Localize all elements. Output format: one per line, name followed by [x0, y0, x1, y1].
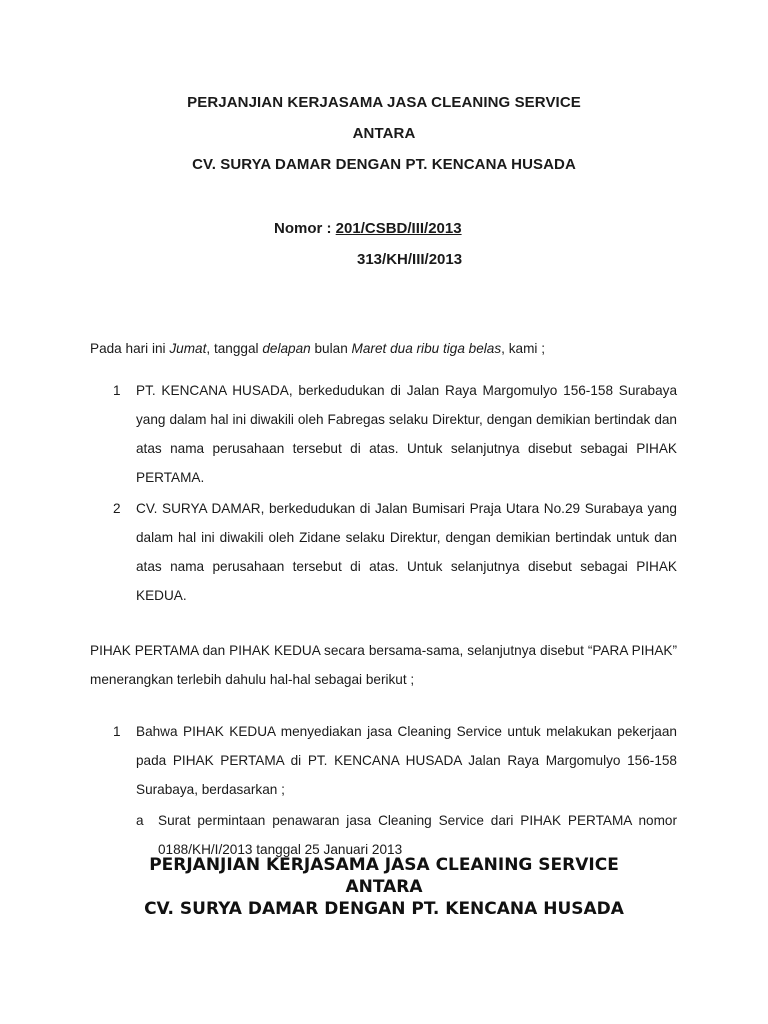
list-number: 2	[113, 501, 121, 516]
list-number: 1	[113, 724, 121, 739]
overlay-title: PERJANJIAN KERJASAMA JASA CLEANING SERVICE	[149, 855, 619, 875]
overlay-title-antara: ANTARA	[345, 877, 423, 897]
nomor-value-2: 313/KH/III/2013	[357, 251, 463, 268]
day-name: Jumat	[169, 341, 207, 356]
list-item-point-1	[90, 717, 677, 805]
list-item-party-2	[90, 494, 677, 610]
overlay-parties-title: CV. SURYA DAMAR DENGAN PT. KENCANA HUSADA	[144, 899, 624, 919]
nomor-line	[274, 220, 462, 237]
nomor-value-1: 201/CSBD/III/2013	[335, 220, 462, 237]
list-item-party-1	[90, 376, 677, 492]
month-year: Maret dua ribu tiga belas	[351, 341, 502, 356]
document-title-antara: ANTARA	[352, 125, 416, 142]
party-2-text: CV. SURYA DAMAR, berkedudukan di Jalan Bumisari Praja Utara No.29 Surabaya yang dalam hal ini diwakili oleh Zidane selaku Direktur, dengan demikian bertindak untuk dan atas nama perusahaan tersebut di atas. Untuk selanjutnya disebut sebagai PIHAK KEDUA.	[136, 501, 677, 603]
list-letter: a	[136, 813, 144, 828]
date-word: delapan	[262, 341, 311, 356]
party-1-text: PT. KENCANA HUSADA, berkedudukan di Jalan Raya Margomulyo 156-158 Surabaya yang dalam hal ini diwakili oleh Fabregas selaku Direktur, dengan demikian bertindak dan atas nama perusahaan tersebut di atas. Untuk selanjutnya disebut sebagai PIHAK PERTAMA.	[136, 383, 677, 485]
point-1-text: Bahwa PIHAK KEDUA menyediakan jasa Cleaning Service untuk melakukan pekerjaan pada PIHAK PERTAMA di PT. KENCANA HUSADA Jalan Raya Margomulyo 156-158 Surabaya, berdasarkan ;	[136, 724, 677, 797]
opening-paragraph: Pada hari ini Jumat, tanggal delapan bulan Maret dua ribu tiga belas, kami ;	[90, 341, 545, 356]
document-title: PERJANJIAN KERJASAMA JASA CLEANING SERVICE	[187, 94, 581, 111]
nomor-label: Nomor :	[274, 220, 336, 237]
subpoint-a-text: Surat permintaan penawaran jasa Cleaning Service dari PIHAK PERTAMA nomor 0188/KH/I/2013 tanggal 25 Januari 2013	[158, 813, 677, 857]
para-pihak-paragraph: PIHAK PERTAMA dan PIHAK KEDUA secara bersama-sama, selanjutnya disebut “PARA PIHAK” menerangkan terlebih dahulu hal-hal sebagai berikut ;	[90, 643, 677, 687]
list-number: 1	[113, 383, 121, 398]
document-parties-title: CV. SURYA DAMAR DENGAN PT. KENCANA HUSADA	[192, 156, 576, 173]
